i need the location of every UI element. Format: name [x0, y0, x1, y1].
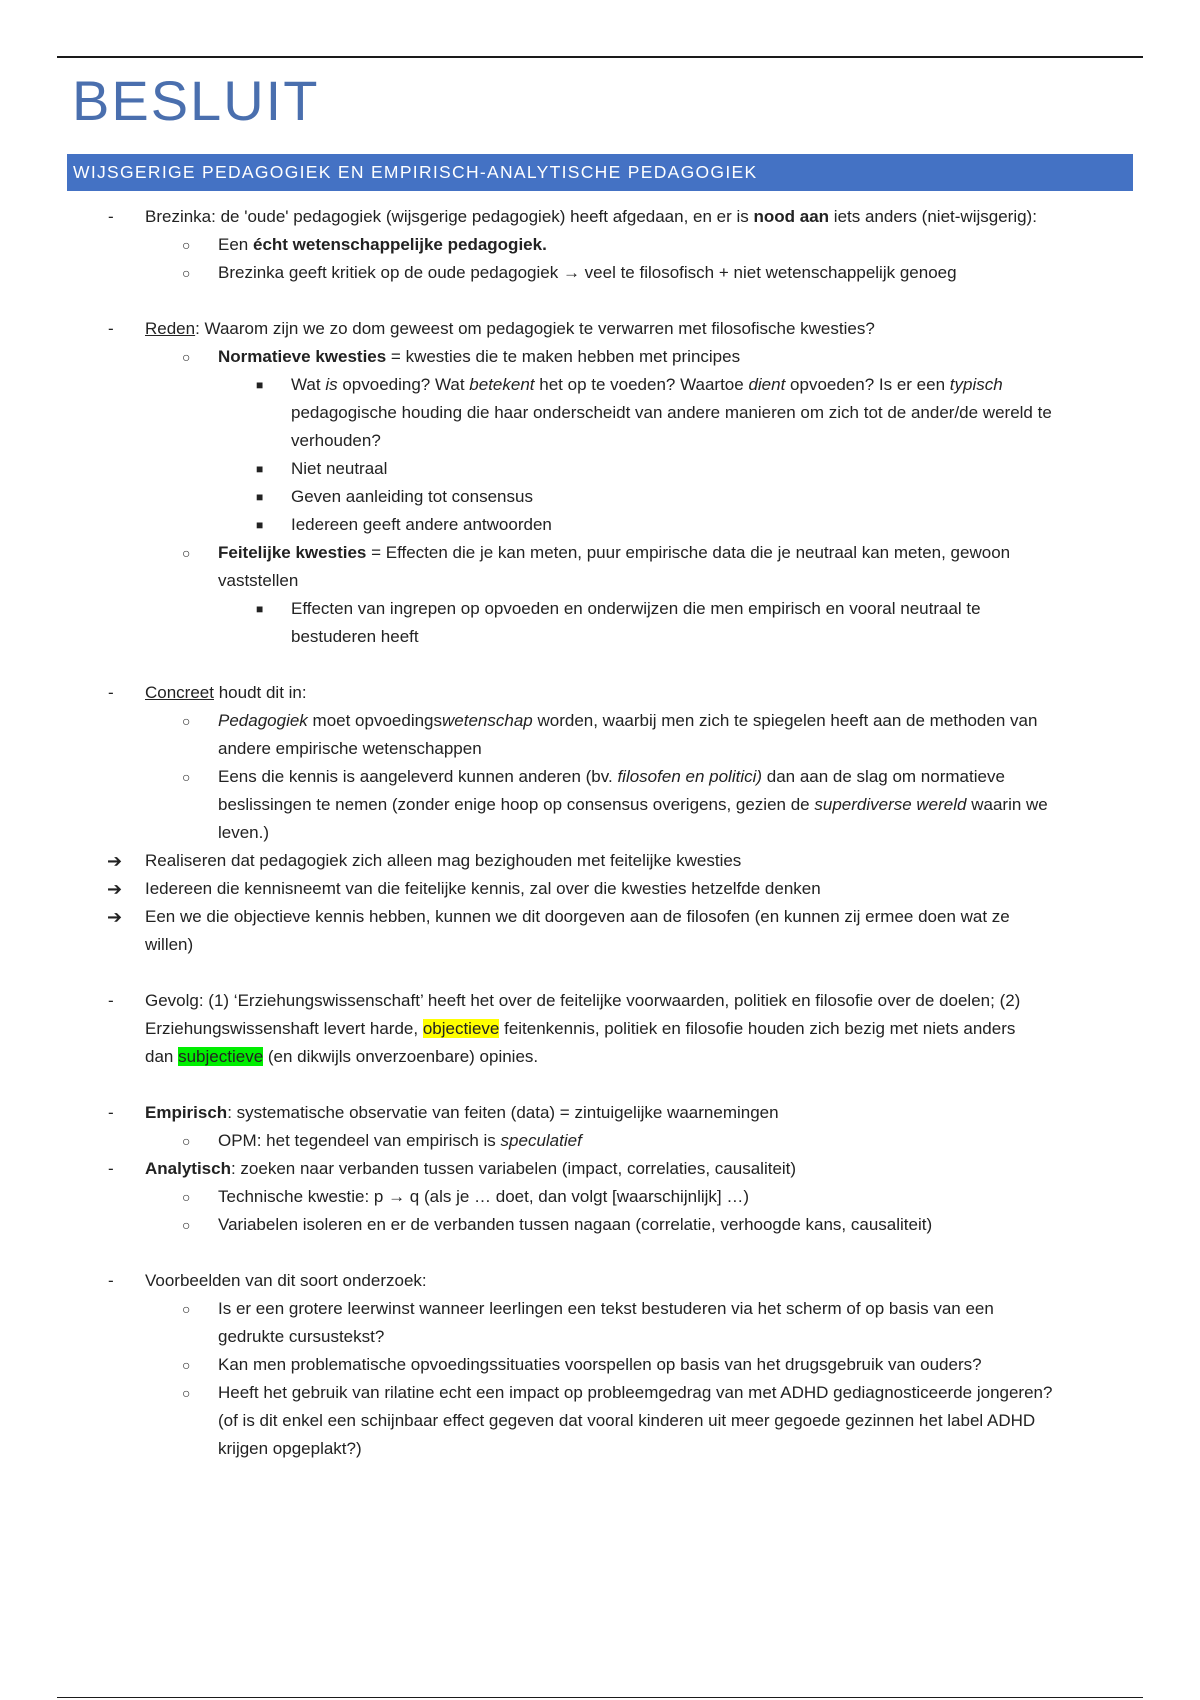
sub-bullet: ○ OPM: het tegendeel van empirisch is speculatief	[0, 1127, 1200, 1155]
sub-bullet: ○ Is er een grotere leerwinst wanneer leerlingen een tekst bestuderen via het scherm of op basis van een	[0, 1295, 1200, 1323]
dash-marker: -	[108, 991, 114, 1010]
highlight-objectieve: objectieve	[422, 1019, 500, 1038]
continuation-line: krijgen opgeplakt?)	[218, 1439, 362, 1458]
sub-sub-bullet: ■ Geven aanleiding tot consensus	[0, 483, 1200, 511]
sub-bullet: ○ Variabelen isoleren en er de verbanden tussen nagaan (correlatie, verhoogde kans, causaliteit)	[0, 1211, 1200, 1239]
top-rule	[57, 56, 1143, 58]
dash-marker: -	[108, 1159, 114, 1178]
circle-marker: ○	[182, 237, 191, 253]
sub-sub-bullet: ■ Wat is opvoeding? Wat betekent het op te voeden? Waartoe dient opvoeden? Is er een typisch	[0, 371, 1200, 399]
sub-bullet: ○ Kan men problematische opvoedingssituaties voorspellen op basis van het drugsgebruik van ouders?	[0, 1351, 1200, 1379]
arrow-item: ➔ Iedereen die kennisneemt van die feitelijke kennis, zal over die kwesties hetzelfde denken	[0, 875, 1200, 903]
circle-marker: ○	[182, 769, 191, 785]
circle-marker: ○	[182, 1357, 191, 1373]
bullet-voorbeelden: - Voorbeelden van dit soort onderzoek:	[0, 1267, 1200, 1295]
dash-marker: -	[108, 683, 114, 702]
sub-sub-bullet: ■ Effecten van ingrepen op opvoeden en onderwijzen die men empirisch en vooral neutraal te	[0, 595, 1200, 623]
square-marker: ■	[256, 602, 264, 616]
dash-marker: -	[108, 1103, 114, 1122]
sub-bullet: ○ Technische kwestie: p → q (als je … doet, dan volgt [waarschijnlijk] …)	[0, 1183, 1200, 1211]
circle-marker: ○	[182, 713, 191, 729]
square-marker: ■	[256, 378, 264, 392]
circle-marker: ○	[182, 349, 191, 365]
continuation-line: vaststellen	[218, 571, 299, 590]
section-heading: WIJSGERIGE PEDAGOGIEK EN EMPIRISCH-ANALYTISCHE PEDAGOGIEK	[67, 154, 1133, 191]
continuation-line: verhouden?	[291, 431, 381, 450]
sub-bullet-normatieve: ○ Normatieve kwesties = kwesties die te maken hebben met principes	[0, 343, 1200, 371]
circle-marker: ○	[182, 1385, 191, 1401]
arrow-marker: ➔	[107, 907, 123, 927]
sub-bullet: ○ Eens die kennis is aangeleverd kunnen anderen (bv. filosofen en politici) dan aan de slag om normatieve	[0, 763, 1200, 791]
document-body	[0, 203, 1200, 1463]
circle-marker: ○	[182, 1133, 191, 1149]
continuation-line: beslissingen te nemen (zonder enige hoop op consensus overigens, gezien de superdiverse wereld waarin we	[218, 795, 1048, 814]
sub-bullet: ○ Brezinka geeft kritiek op de oude pedagogiek → veel te filosofisch + niet wetenschappelijk genoeg	[0, 259, 1200, 287]
sub-bullet-feitelijke: ○ Feitelijke kwesties = Effecten die je kan meten, puur empirische data die je neutraal kan meten, gewoon	[0, 539, 1200, 567]
circle-marker: ○	[182, 265, 191, 281]
bullet-empirisch: - Empirisch: systematische observatie van feiten (data) = zintuigelijke waarnemingen	[0, 1099, 1200, 1127]
sub-bullet: ○ Pedagogiek moet opvoedingswetenschap worden, waarbij men zich te spiegelen heeft aan de methoden van	[0, 707, 1200, 735]
circle-marker: ○	[182, 1189, 191, 1205]
continuation-line: willen)	[145, 935, 194, 954]
continuation-line: andere empirische wetenschappen	[218, 739, 482, 758]
continuation-line: gedrukte cursustekst?	[218, 1327, 385, 1346]
bullet-analytisch: - Analytisch: zoeken naar verbanden tussen variabelen (impact, correlaties, causaliteit)	[0, 1155, 1200, 1183]
bullet-reden: - Reden: Waarom zijn we zo dom geweest om pedagogiek te verwarren met filosofische kwesties?	[0, 315, 1200, 343]
dash-marker: -	[108, 319, 114, 338]
arrow-item: ➔ Realiseren dat pedagogiek zich alleen mag bezighouden met feitelijke kwesties	[0, 847, 1200, 875]
continuation-line: bestuderen heeft	[291, 627, 419, 646]
bottom-rule	[57, 1697, 1143, 1698]
sub-bullet: ○ Een écht wetenschappelijke pedagogiek.	[0, 231, 1200, 259]
square-marker: ■	[256, 490, 264, 504]
dash-marker: -	[108, 1271, 114, 1290]
dash-marker: -	[108, 207, 114, 226]
continuation-line: Erziehungswissenshaft levert harde, objectieve feitenkennis, politiek en filosofie houden zich bezig met niets anders	[145, 1019, 1016, 1038]
continuation-line: leven.)	[218, 823, 270, 842]
circle-marker: ○	[182, 545, 191, 561]
arrow-marker: ➔	[107, 851, 123, 871]
highlight-subjectieve: subjectieve	[178, 1047, 264, 1066]
circle-marker: ○	[182, 1301, 191, 1317]
circle-marker: ○	[182, 1217, 191, 1233]
bullet-concreet: - Concreet houdt dit in:	[0, 679, 1200, 707]
continuation-line: pedagogische houding die haar onderscheidt van andere manieren om zich tot de ander/de wereld te	[291, 403, 1052, 422]
continuation-line: (of is dit enkel een schijnbaar effect gegeven dat vooral kinderen uit meer gegoede gezinnen het label ADHD	[218, 1411, 1036, 1430]
sub-bullet: ○ Heeft het gebruik van rilatine echt een impact op probleemgedrag van met ADHD gediagnosticeerde jongeren?	[0, 1379, 1200, 1407]
continuation-line: dan subjectieve (en dikwijls onverzoenbare) opinies.	[145, 1047, 539, 1066]
sub-sub-bullet: ■ Niet neutraal	[0, 455, 1200, 483]
document-title: BESLUIT	[72, 69, 320, 132]
arrow-marker: ➔	[107, 879, 123, 899]
arrow-item: ➔ Een we die objectieve kennis hebben, kunnen we dit doorgeven aan de filosofen (en kunnen zij ermee doen wat ze	[0, 903, 1200, 931]
square-marker: ■	[256, 518, 264, 532]
bullet-brezinka: - Brezinka: de 'oude' pedagogiek (wijsgerige pedagogiek) heeft afgedaan, en er is nood aan iets anders (niet-wijsgerig):	[0, 203, 1200, 231]
bullet-gevolg: - Gevolg: (1) ‘Erziehungswissenschaft’ heeft het over de feitelijke voorwaarden, politiek en filosofie over de doelen; (2)	[0, 987, 1200, 1015]
sub-sub-bullet: ■ Iedereen geeft andere antwoorden	[0, 511, 1200, 539]
square-marker: ■	[256, 462, 264, 476]
